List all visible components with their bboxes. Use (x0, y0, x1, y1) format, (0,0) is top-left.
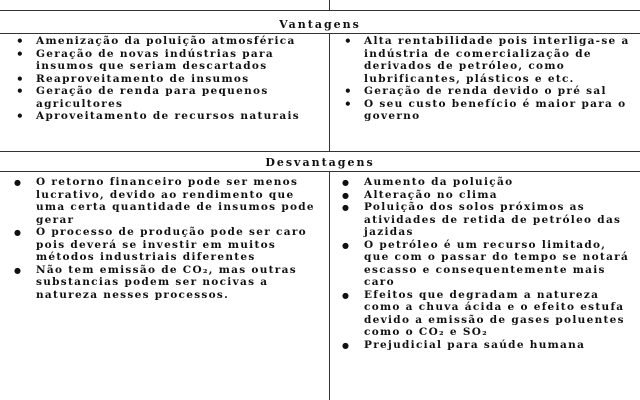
rule-desvantagens-header (0, 171, 640, 172)
list-item: ● O petróleo é um recurso limitado, que com o passar do tempo se notará escasso e consequentemente mais caro (334, 239, 634, 289)
desvantagens-title: Desvantagens (265, 156, 375, 169)
list-item: • Alta rentabilidade pois interliga-se a indústria de comercialização de derivados de petróleo, como lubrificantes, plásticos e etc. (334, 35, 634, 85)
vantagens-title: Vantagens (279, 18, 361, 31)
list-item: ● Efeitos que degradam a natureza como a chuva ácida e o efeito estufa devido a emissão de gases poluentes como o CO₂ e SO₂ (334, 289, 634, 339)
list-item: ● Alteração no clima (334, 189, 634, 202)
list-item: ● O retorno financeiro pode ser menos lucrativo, devido ao rendimento que uma certa quantidade de insumos pode gerar (6, 176, 320, 226)
list-item: ● O processo de produção pode ser caro pois deverá se investir em muitos métodos industriais diferentes (6, 226, 320, 264)
top-divider (329, 0, 330, 10)
list-item: • Aproveitamento de recursos naturais (6, 110, 324, 123)
list-item: • Geração de renda devido o pré sal (334, 85, 634, 98)
rule-vantagens-header (0, 33, 640, 34)
list-item: ● Poluição dos solos próximos as atividades de retida de petróleo das jazidas (334, 201, 634, 239)
list-item: • Reaproveitamento de insumos (6, 73, 324, 86)
vantagens-column-divider (329, 33, 330, 151)
list-item: • Geração de novas indústrias para insumos que seriam descartados (6, 48, 324, 73)
list-item: ● Aumento da poluição (334, 176, 634, 189)
list-item: • Geração de renda para pequenos agricultores (6, 85, 324, 110)
desvantagens-right-list (334, 176, 634, 351)
list-item: • O seu custo benefício é maior para o governo (334, 98, 634, 123)
desvantagens-column-divider (329, 171, 330, 400)
vantagens-left-list (6, 35, 324, 123)
rule-top (0, 10, 640, 11)
vantagens-right-list (334, 35, 634, 123)
desvantagens-left-list (6, 176, 320, 301)
list-item: • Amenização da poluição atmosférica (6, 35, 324, 48)
list-item: ● Prejudicial para saúde humana (334, 339, 634, 352)
list-item: ● Não tem emissão de CO₂, mas outras substancias podem ser nocivas a natureza nesses processos. (6, 264, 320, 302)
rule-vantagens-bottom (0, 151, 640, 152)
